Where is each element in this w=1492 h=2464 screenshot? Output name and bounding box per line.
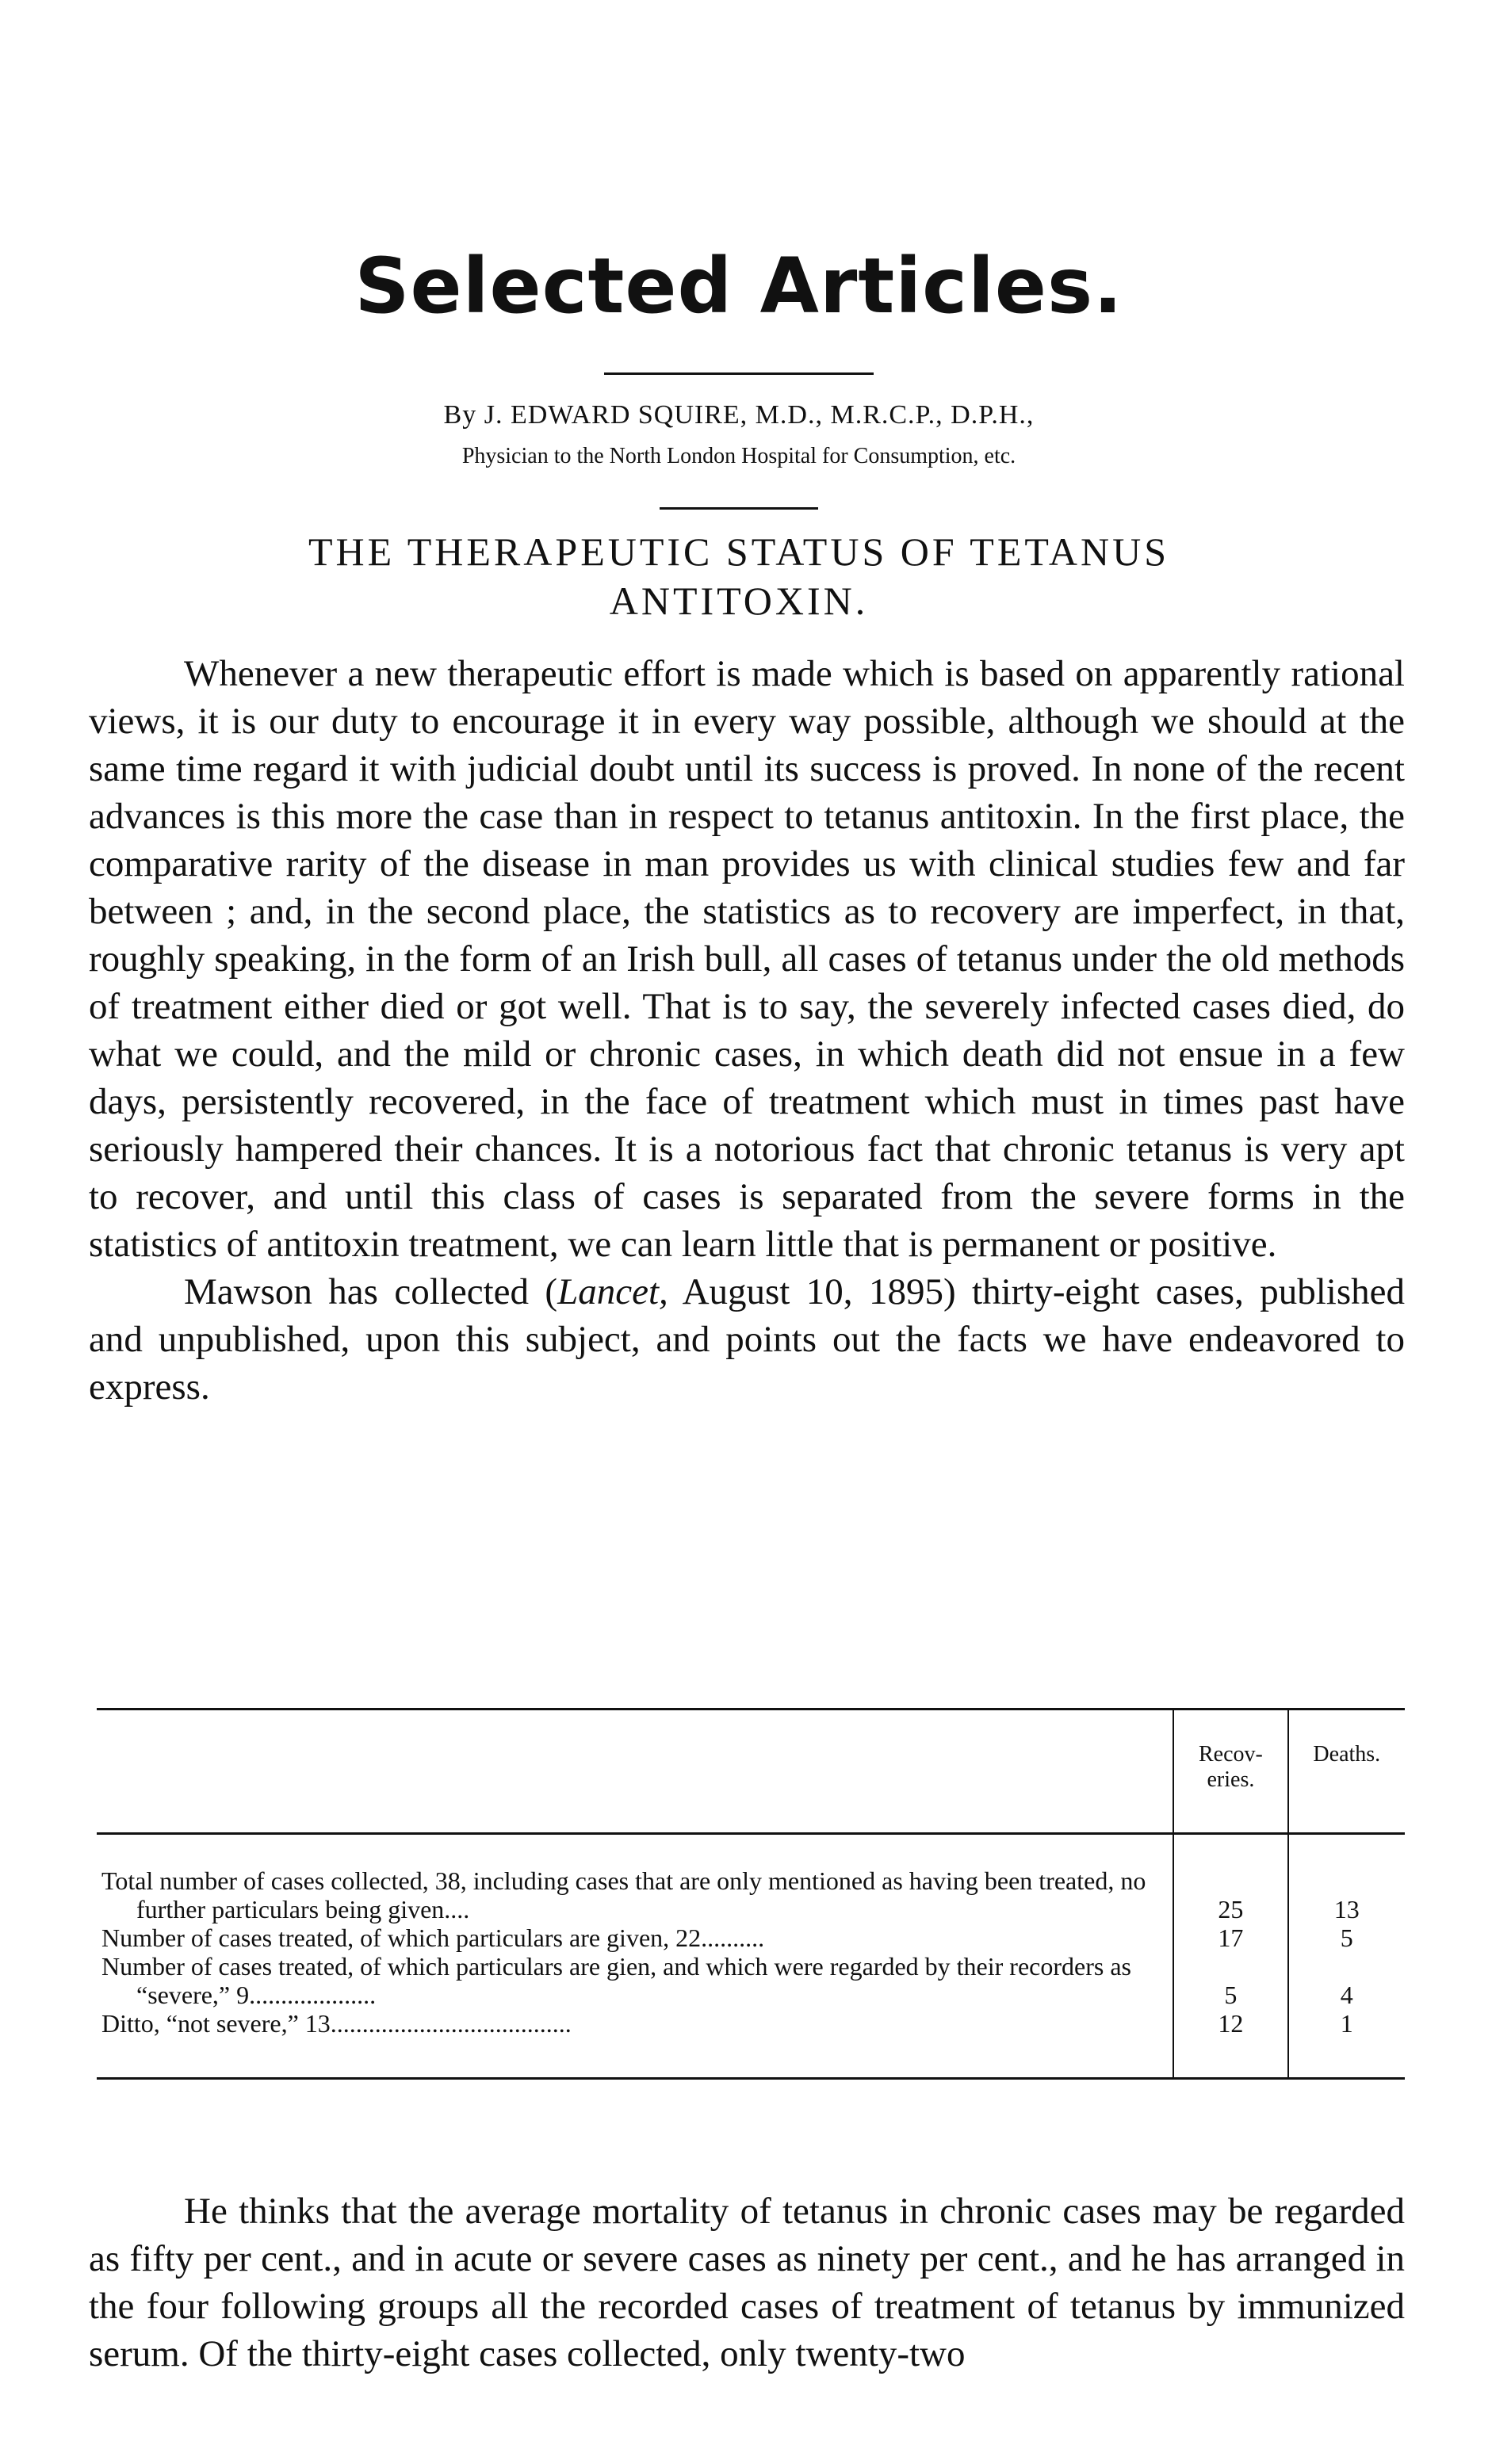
table-header-recoveries: Recov-eries.: [1173, 1710, 1287, 1834]
table-row: [97, 1834, 1405, 1924]
table-header-label: [97, 1710, 1173, 1834]
table-row-label: Ditto, “not severe,” 13......................................: [101, 2009, 572, 2038]
table-cell-deaths: 1: [1288, 2009, 1405, 2077]
table-cell-recoveries: 12: [1173, 2009, 1287, 2077]
title-rule: [604, 372, 874, 375]
section-title: Selected Articles.: [354, 242, 1123, 330]
table-cell-deaths: 4: [1288, 1952, 1405, 2009]
intro-text: [89, 650, 1405, 1411]
paragraph: [89, 1268, 1405, 1411]
statistics-table: [97, 1708, 1405, 2080]
table-row: [97, 1923, 1405, 1952]
table-row-label: Number of cases treated, of which particulars are gien, and which were regarded by their recorders as “severe,” 9....................: [101, 1952, 1131, 2009]
article-title-line: ANTITOXIN.: [609, 579, 869, 623]
table-header-row: [97, 1710, 1405, 1834]
citation: Lancet,: [557, 1271, 668, 1312]
table-header-deaths: Deaths.: [1288, 1710, 1405, 1834]
author-byline: By J. EDWARD SQUIRE, M.D., M.R.C.P., D.P.H.,: [443, 400, 1035, 430]
article-title: [89, 527, 1389, 625]
table-cell-recoveries: 5: [1173, 1952, 1287, 2009]
byline-rule: [660, 507, 818, 510]
table-cell-deaths: 5: [1288, 1923, 1405, 1952]
article-title-line: THE THERAPEUTIC STATUS OF TETANUS: [308, 529, 1170, 574]
paragraph: Whenever a new therapeutic effort is made which is based on apparently rational views, it is our duty to encourage it in every way possible, although we should at the same time regard it with judicial doubt until its success is proved. In none of the recent advances is this more the case than in respect to tetanus antitoxin. In the first place, the comparative rarity of the disease in man provides us with clinical studies few and far between ; and, in the second place, the statistics as to recovery are imperfect, in that, roughly speaking, in the form of an Irish bull, all cases of tetanus under the old methods of treatment either died or got well. That is to say, the severely infected cases died, do what we could, and the mild or chronic cases, in which death did not ensue in a few days, persistently recovered, in the face of treatment which must in times past have seriously hampered their chances. It is a notorious fact that chronic tetanus is very apt to recover, and until this class of cases is separated from the severe forms in the statistics of antitoxin treatment, we can learn little that is permanent or positive.: [89, 653, 1405, 1265]
paragraph-text: Mawson has collected (: [184, 1271, 558, 1312]
author-affiliation: Physician to the North London Hospital for Consumption, etc.: [461, 444, 1016, 468]
table-row-label: Number of cases treated, of which particulars are given, 22..........: [101, 1923, 765, 1952]
table-cell-recoveries: 17: [1173, 1923, 1287, 1952]
table-row: [97, 1952, 1405, 2009]
closing-text: [89, 2187, 1405, 2378]
table-cell-recoveries: 25: [1173, 1834, 1287, 1924]
paragraph-text: August 10, 1895) thirty-eight cases, published and unpublished, upon this subject, and points out the facts we have endeavored to express.: [89, 1271, 1406, 1408]
table-row: [97, 2009, 1405, 2077]
table-row-label: Total number of cases collected, 38, including cases that are only mentioned as having been treated, no further particulars being given....: [101, 1866, 1146, 1923]
table-cell-deaths: 13: [1288, 1834, 1405, 1924]
paragraph: He thinks that the average mortality of tetanus in chronic cases may be regarded as fifty per cent., and in acute or severe cases as ninety per cent., and he has arranged in the four following groups all the recorded cases of treatment of tetanus by immunized serum. Of the thirty-eight cases collected, only twenty-two: [89, 2191, 1405, 2374]
